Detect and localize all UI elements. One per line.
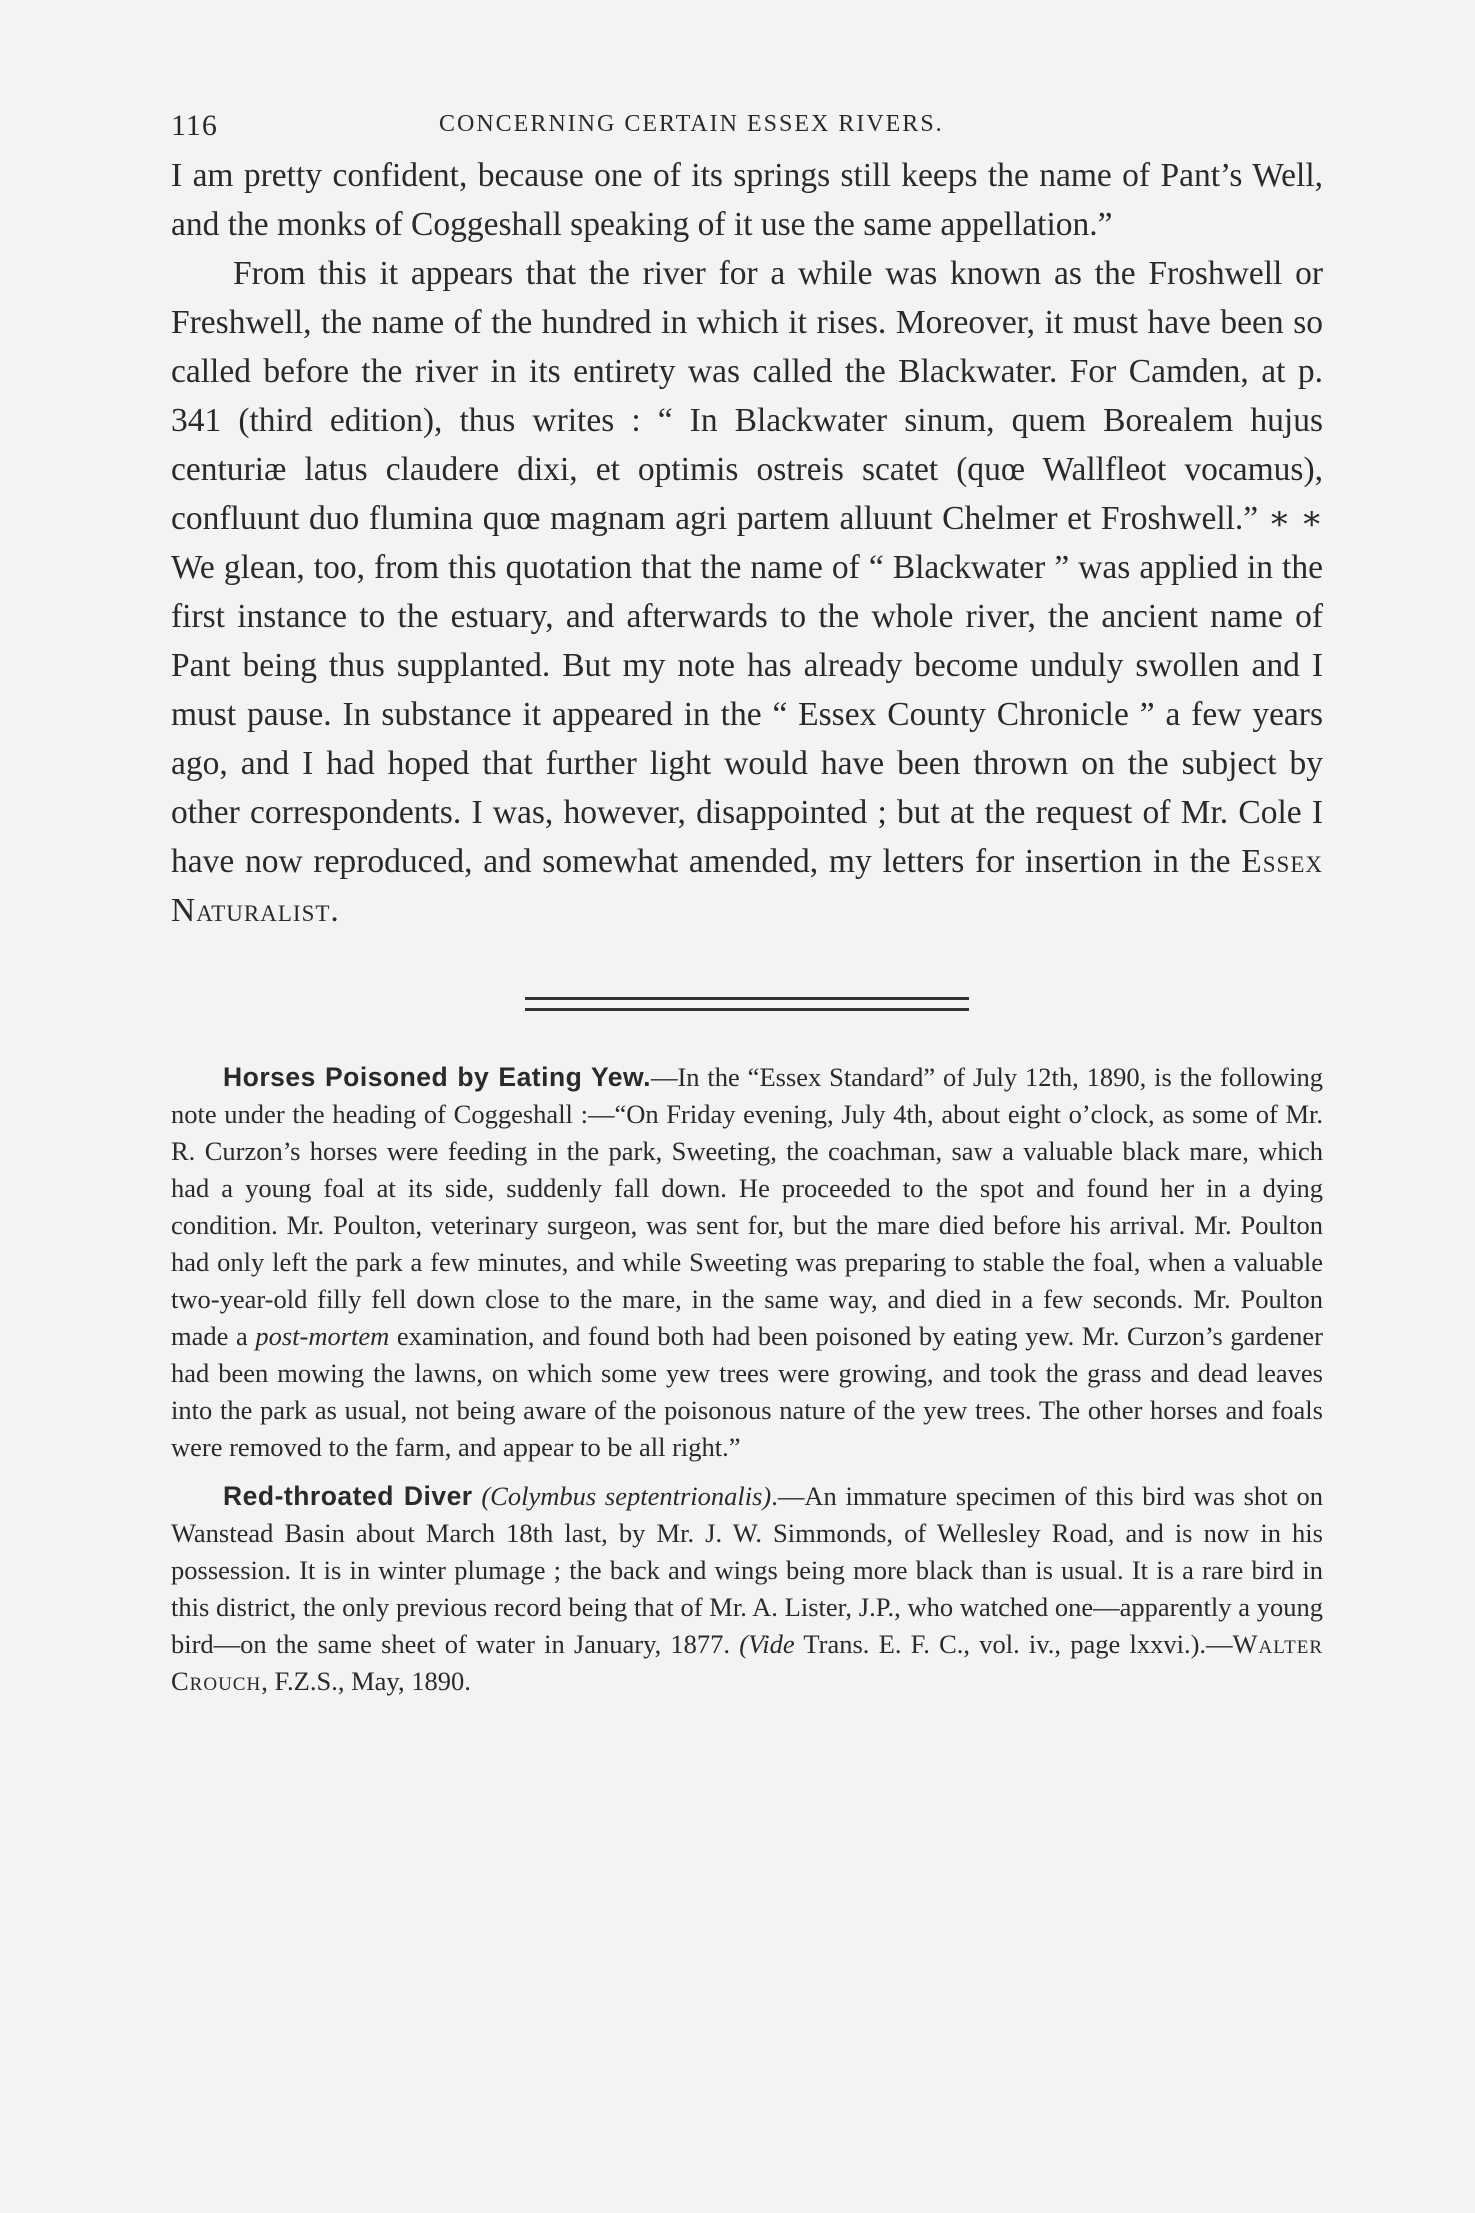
main-text bbox=[171, 151, 1323, 935]
note-text: —In the “Essex Standard” of July 12th, 1890, is the following note under the heading of Coggeshall :—“On Friday evening, July 4th, about eight o’clock, as some of Mr. R. Curzon’s horses were feeding in the park, Sweeting, the coachman, saw a valuable black mare, which had a young foal at its side, suddenly fall down. He proceeded to the spot and found her in a dying condition. Mr. Poulton, veterinary surgeon, was sent for, but the mare died before his arrival. Mr. Poulton had only left the park a few minutes, and while Sweeting was preparing to stable the foal, when a valuable two-year-old filly fell down close to the mare, in the same way, and died in a few seconds. Mr. Poulton made a bbox=[171, 1062, 1323, 1351]
note-text-continued: examination, and found both had been poisoned by eating yew. Mr. Curzon’s gardener had been mowing the lawns, on which some yew trees were growing, and took the grass and dead leaves into the park as usual, not being aware of the poisonous nature of the yew trees. The other horses and foals were removed to the farm, and appear to be all right.” bbox=[171, 1321, 1323, 1462]
note-diver bbox=[171, 1478, 1323, 1700]
note-heading: Red-throated Diver bbox=[223, 1481, 473, 1511]
vide-italic: (Vide bbox=[739, 1629, 795, 1659]
note-italic: post-mortem bbox=[255, 1321, 390, 1351]
section-divider bbox=[525, 997, 969, 1011]
note-heading: Horses Poisoned by Eating Yew. bbox=[223, 1062, 651, 1092]
paragraph-camden bbox=[171, 249, 1323, 935]
page-number: 116 bbox=[171, 109, 218, 142]
note-text: .—An immature specimen of this bird was shot on Wanstead Basin about March 18th last, by Mr. J. W. Simmonds, of Wellesley Road, and is now in his possession. It is in winter plumage ; the back and wings being more black than is usual. It is a rare bird in this district, the only previous record being that of Mr. A. Lister, J.P., who watched one—apparently a young bird—on the same sheet of water in January, 1877. bbox=[171, 1481, 1323, 1659]
paragraph-continuation: I am pretty confident, because one of its springs still keeps the name of Pant’s Well, and the monks of Coggeshall speaking of it use the same appellation.” bbox=[171, 157, 1323, 243]
running-title: CONCERNING CERTAIN ESSEX RIVERS. bbox=[439, 111, 944, 137]
signature-suffix: , F.Z.S., May, 1890. bbox=[261, 1666, 471, 1696]
journal-name: Essex Naturalist. bbox=[171, 843, 1324, 929]
running-head bbox=[171, 95, 1323, 151]
book-page bbox=[171, 95, 1323, 1700]
author-signature: Walter Crouch bbox=[171, 1629, 1323, 1696]
latin-name: (Colymbus septentrionalis) bbox=[481, 1481, 772, 1511]
note-text-continued: Trans. E. F. C., vol. iv., page lxxvi.).— bbox=[794, 1629, 1233, 1659]
notes-section bbox=[171, 1059, 1323, 1700]
note-horses bbox=[171, 1059, 1323, 1466]
paragraph-camden-text: From this it appears that the river for a while was known as the Froshwell or Freshwell, the name of the hundred in which it rises. Moreover, it must have been so called before the river in its entirety was called the Blackwater. For Camden, at p. 341 (third edition), thus writes : “ In Blackwater sinum, quem Borealem hujus centuriæ latus claudere dixi, et optimis ostreis scatet (quœ Wallfleot vocamus), confluunt duo flumina quœ magnam agri partem alluunt Chelmer et Froshwell.” ∗ ∗ We glean, too, from this quotation that the name of “ Blackwater ” was applied in the first instance to the estuary, and afterwards to the whole river, the ancient name of Pant being thus supplanted. But my note has already become unduly swollen and I must pause. In substance it appeared in the “ Essex County Chronicle ” a few years ago, and I had hoped that further light would have been thrown on the subject by other correspondents. I was, however, disappointed ; but at the request of Mr. Cole I have now reproduced, and somewhat amended, my letters for insertion in the bbox=[171, 255, 1323, 880]
